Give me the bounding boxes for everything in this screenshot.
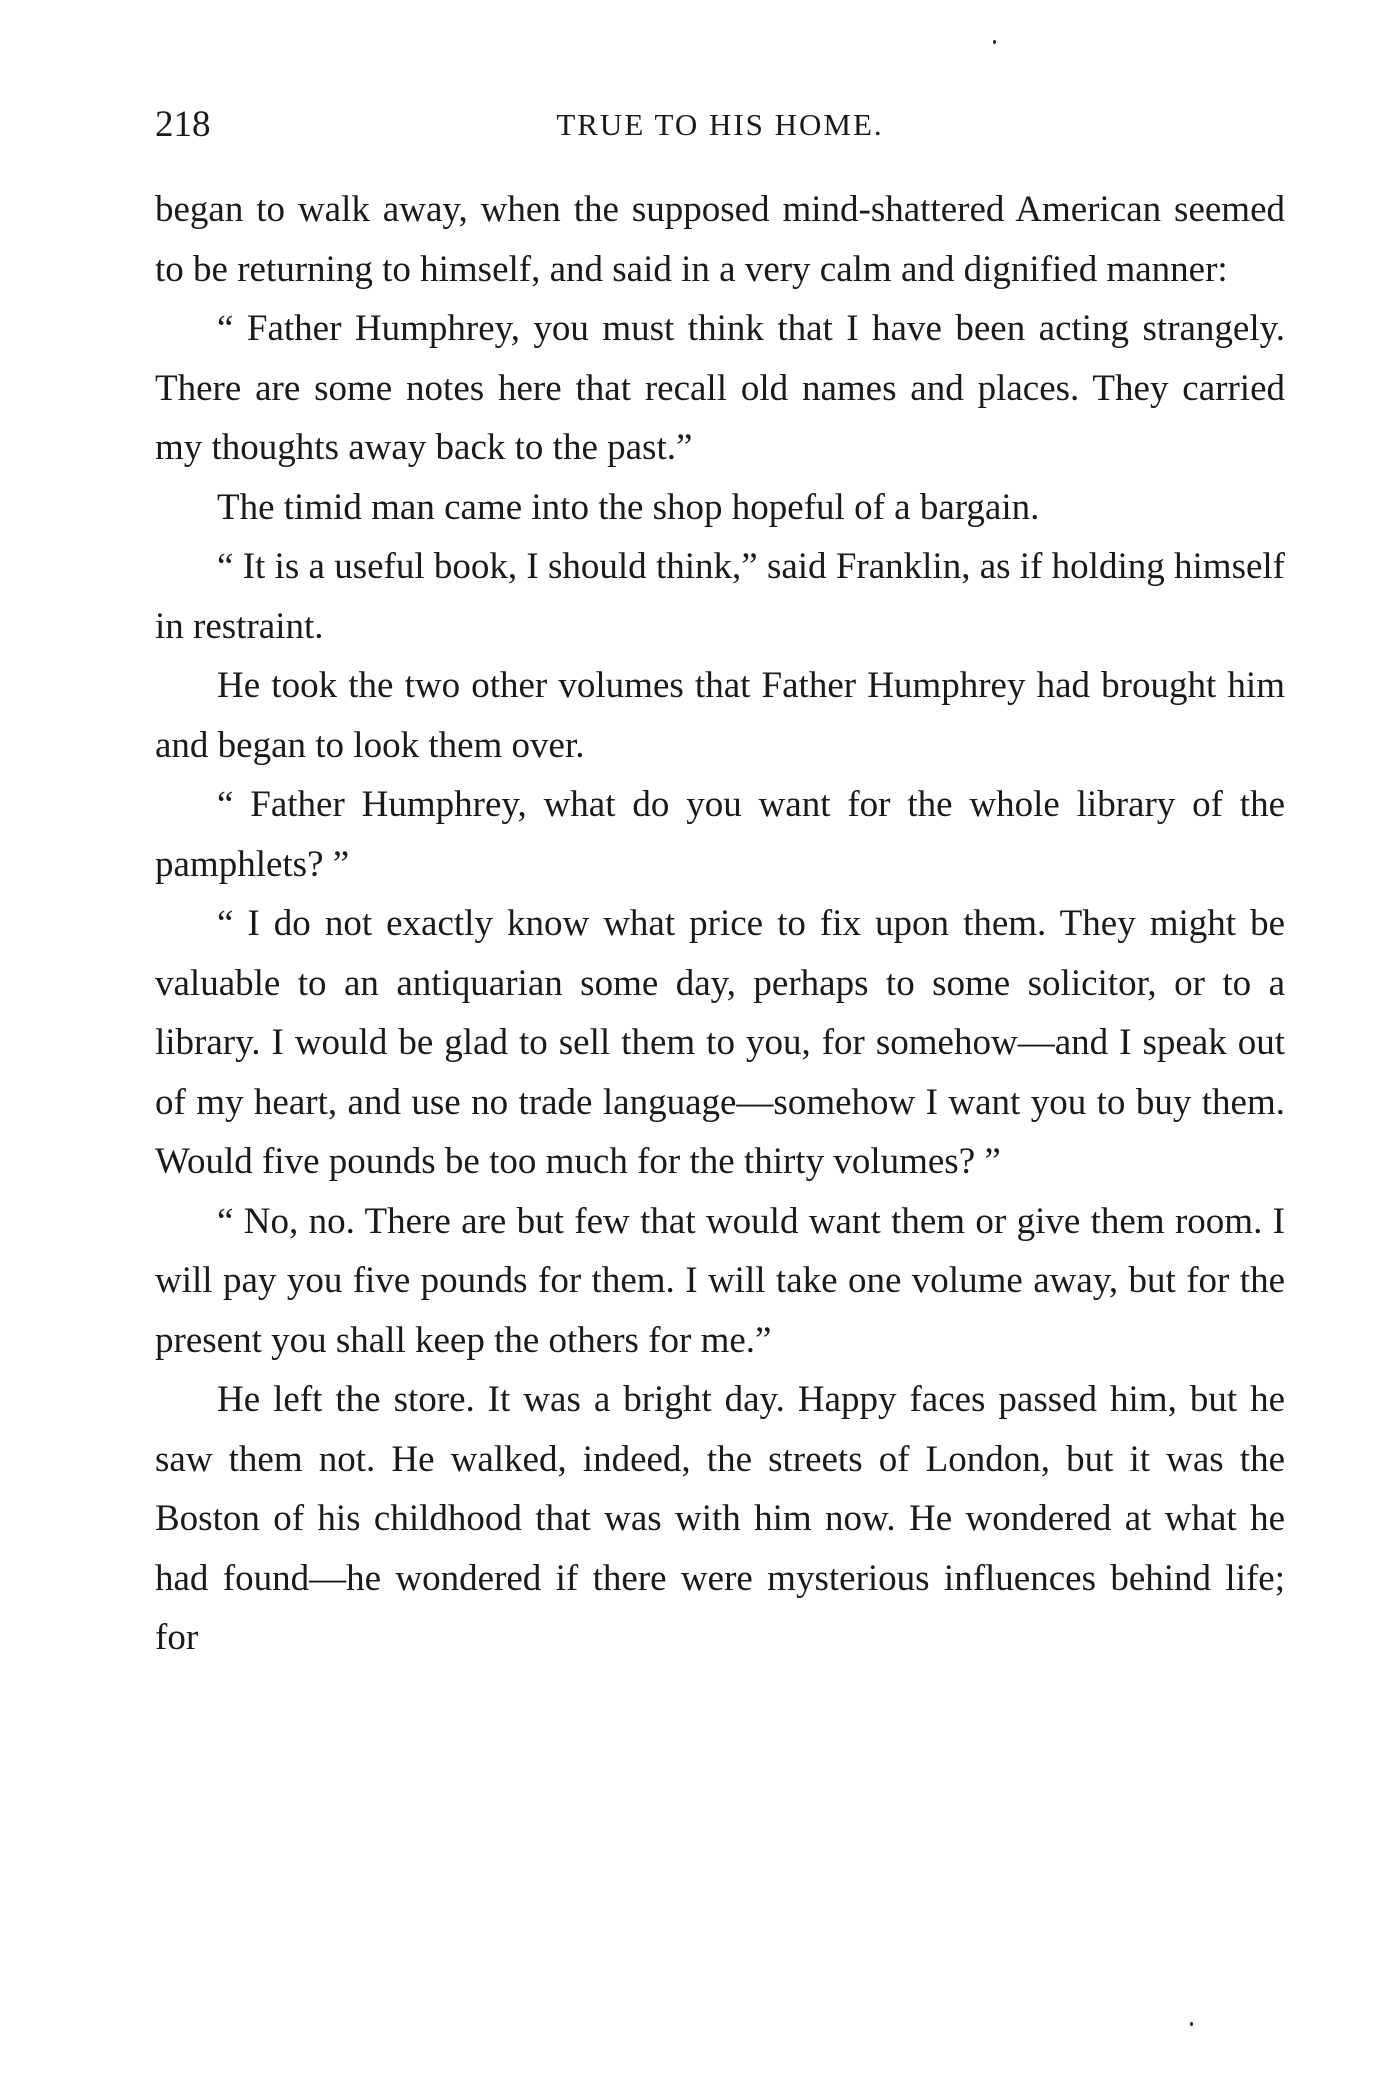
paragraph-library-question: “ Father Humphrey, what do you want for the whole library of the pamphlets? ” [155,784,1285,885]
running-title: TRUE TO HIS HOME. [556,107,884,142]
body-text [155,180,1285,1668]
ink-speck [993,40,996,44]
page-number: 218 [155,104,211,145]
paragraph-continuation: began to walk away, when the supposed mind-shattered American seemed to be returning to himself, and said in a very calm and dignified manner: [155,189,1285,290]
paragraph-useful-book: “ It is a useful book, I should think,” said Franklin, as if holding himself in restraint. [155,546,1285,647]
ink-speck [1190,2022,1193,2026]
paragraph-five-pounds: “ No, no. There are but few that would want them or give them room. I will pay you five pounds for them. I will take one volume away, but for the present you shall keep the others for me.” [155,1200,1285,1361]
paragraph-timid-man: The timid man came into the shop hopeful of a bargain. [217,486,1040,528]
paragraph-left-store: He left the store. It was a bright day. Happy faces passed him, but he saw them not. He walked, indeed, the streets of London, but it was the Boston of his childhood that was with him now. He wondered at what he had found—he wondered if there were mysterious influences behind life; for [155,1379,1285,1658]
paragraph-franklin-speech: “ Father Humphrey, you must think that I have been acting strangely. There are some notes here that recall old names and places. They carried my thoughts away back to the past.” [155,308,1285,468]
running-head [155,100,1285,150]
paragraph-two-volumes: He took the two other volumes that Father Humphrey had brought him and began to look them over. [155,665,1285,766]
paragraph-price-reply: “ I do not exactly know what price to fix upon them. They might be valuable to an antiquarian some day, perhaps to some solicitor, or to a library. I would be glad to sell them to you, for somehow—and I speak out of my heart, and use no trade language—somehow I want you to buy them. Would five pounds be too much for the thirty volumes? ” [155,903,1285,1182]
